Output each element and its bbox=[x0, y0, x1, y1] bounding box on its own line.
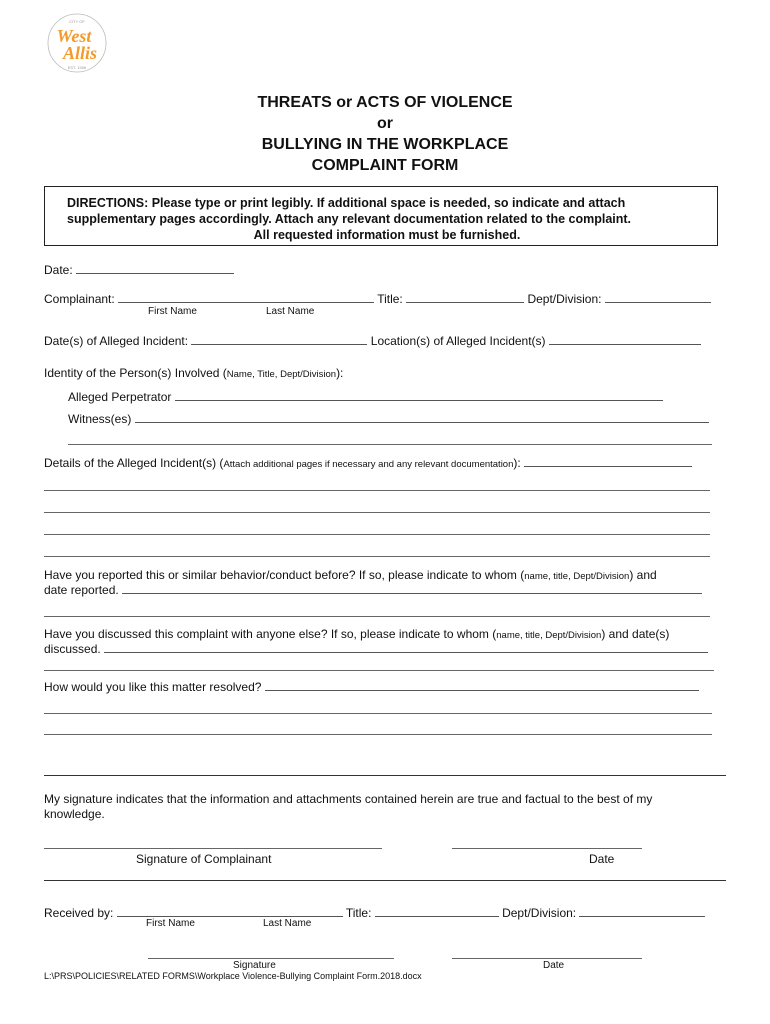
details-line-4[interactable] bbox=[44, 556, 710, 557]
received-signature-label: Signature bbox=[233, 960, 276, 971]
complainant-dept-label: Dept/Division: bbox=[527, 292, 602, 306]
identity-label: Identity of the Person(s) Involved ( bbox=[44, 366, 227, 380]
witnesses-row bbox=[68, 411, 709, 426]
signature-of-complainant-label: Signature of Complainant bbox=[136, 852, 272, 866]
complainant-title-label: Title: bbox=[377, 292, 403, 306]
details-label-end: ): bbox=[513, 456, 521, 470]
complainant-title-field[interactable] bbox=[406, 291, 524, 303]
details-line-3[interactable] bbox=[44, 534, 710, 535]
resolved-line-2[interactable] bbox=[44, 713, 712, 714]
complainant-last-name-hint: Last Name bbox=[266, 306, 315, 317]
section-divider-2 bbox=[44, 880, 726, 881]
complainant-signature-field[interactable] bbox=[44, 848, 382, 849]
locations-field[interactable] bbox=[549, 333, 701, 345]
discussed-row-1 bbox=[44, 627, 669, 641]
complainant-label: Complainant: bbox=[44, 292, 115, 306]
discussed-question-end: ) and date(s) bbox=[601, 627, 670, 641]
received-date-label: Date bbox=[543, 960, 565, 971]
alleged-dates-field[interactable] bbox=[191, 333, 367, 345]
complainant-date-field[interactable] bbox=[452, 848, 642, 849]
details-label: Details of the Alleged Incident(s) ( bbox=[44, 456, 224, 470]
title-line-3: BULLYING IN THE WORKPLACE bbox=[261, 136, 509, 153]
reported-line-2[interactable] bbox=[44, 616, 710, 617]
resolved-row bbox=[44, 679, 699, 694]
directions-line-3: All requested information must be furnished. bbox=[253, 228, 521, 242]
directions-box bbox=[44, 186, 718, 246]
received-title-field[interactable] bbox=[375, 905, 499, 917]
received-date-field[interactable] bbox=[452, 958, 642, 959]
title-line-2: or bbox=[377, 115, 393, 132]
received-signature-field[interactable] bbox=[148, 958, 394, 959]
west-allis-logo bbox=[40, 10, 114, 76]
directions-line-1: DIRECTIONS: Please type or print legibly. If additional space is needed, so indicate and attach bbox=[67, 196, 626, 210]
section-divider-1 bbox=[44, 775, 726, 776]
complainant-dept-field[interactable] bbox=[605, 291, 711, 303]
logo-word-allis: Allis bbox=[62, 43, 98, 63]
locations-label: Location(s) of Alleged Incident(s) bbox=[370, 334, 546, 348]
resolved-label: How would you like this matter resolved? bbox=[44, 680, 262, 694]
form-title bbox=[0, 92, 770, 176]
details-field[interactable] bbox=[524, 455, 692, 467]
signature-statement-line-1: My signature indicates that the information and attachments contained herein are true and factual to the best of my bbox=[44, 792, 653, 806]
title-line-1: THREATS or ACTS OF VIOLENCE bbox=[257, 94, 513, 111]
complainant-date-label: Date bbox=[589, 852, 615, 866]
complainant-first-name-hint: First Name bbox=[148, 306, 197, 317]
details-hint: Attach additional pages if necessary and any relevant documentation bbox=[223, 459, 514, 470]
received-by-label: Received by: bbox=[44, 906, 114, 920]
received-by-name-field[interactable] bbox=[117, 905, 343, 917]
witnesses-field[interactable] bbox=[135, 411, 709, 423]
logo-est-text: EST. 1906 bbox=[67, 65, 87, 70]
discussed-field[interactable] bbox=[104, 641, 708, 653]
perpetrator-row bbox=[68, 389, 663, 404]
perpetrator-field[interactable] bbox=[175, 389, 663, 401]
reported-row-1 bbox=[44, 568, 657, 582]
details-row bbox=[44, 455, 692, 470]
received-last-name-hint: Last Name bbox=[263, 918, 312, 929]
complainant-name-field[interactable] bbox=[118, 291, 374, 303]
identity-hint: Name, Title, Dept/Division bbox=[226, 369, 337, 380]
directions-line-2: supplementary pages accordingly. Attach any relevant documentation related to the complaint. bbox=[67, 212, 632, 226]
identity-label-end: ): bbox=[336, 366, 344, 380]
discussed-label: discussed. bbox=[44, 642, 101, 656]
reported-question: Have you reported this or similar behavior/conduct before? If so, please indicate to whom ( bbox=[44, 568, 525, 582]
footer-file-path: L:\PRS\POLICIES\RELATED FORMS\Workplace Violence-Bullying Complaint Form.2018.docx bbox=[44, 971, 422, 981]
discussed-question: Have you discussed this complaint with anyone else? If so, please indicate to whom ( bbox=[44, 627, 497, 641]
received-dept-label: Dept/Division: bbox=[502, 906, 577, 920]
reported-row-2 bbox=[44, 582, 702, 597]
reported-question-end: ) and bbox=[629, 568, 657, 582]
received-row bbox=[44, 905, 705, 920]
received-title-label: Title: bbox=[345, 906, 372, 920]
received-first-name-hint: First Name bbox=[146, 918, 195, 929]
received-dept-field[interactable] bbox=[579, 905, 705, 917]
signature-statement bbox=[44, 792, 652, 822]
logo-word-west: West bbox=[56, 26, 92, 46]
alleged-dates-label: Date(s) of Alleged Incident: bbox=[44, 334, 189, 348]
details-line-2[interactable] bbox=[44, 512, 710, 513]
date-row bbox=[44, 262, 234, 277]
reported-date-label: date reported. bbox=[44, 583, 119, 597]
date-field[interactable] bbox=[76, 262, 234, 274]
discussed-line-2[interactable] bbox=[44, 670, 714, 671]
discussed-row-2 bbox=[44, 641, 708, 656]
discussed-hint: name, title, Dept/Division bbox=[496, 630, 602, 641]
signature-statement-line-2: knowledge. bbox=[44, 807, 105, 821]
reported-hint: name, title, Dept/Division bbox=[524, 571, 630, 582]
resolved-line-3[interactable] bbox=[44, 734, 712, 735]
details-line-1[interactable] bbox=[44, 490, 710, 491]
title-line-4: COMPLAINT FORM bbox=[311, 157, 459, 174]
identity-row bbox=[44, 366, 343, 380]
reported-field[interactable] bbox=[122, 582, 702, 594]
date-label: Date: bbox=[44, 263, 73, 277]
witnesses-label: Witness(es) bbox=[68, 412, 132, 426]
incident-row bbox=[44, 333, 701, 348]
witnesses-line-2[interactable] bbox=[68, 444, 712, 445]
resolved-field[interactable] bbox=[265, 679, 699, 691]
complainant-row bbox=[44, 291, 711, 306]
perpetrator-label: Alleged Perpetrator bbox=[68, 390, 172, 404]
logo-city-text: CITY OF bbox=[69, 19, 85, 24]
